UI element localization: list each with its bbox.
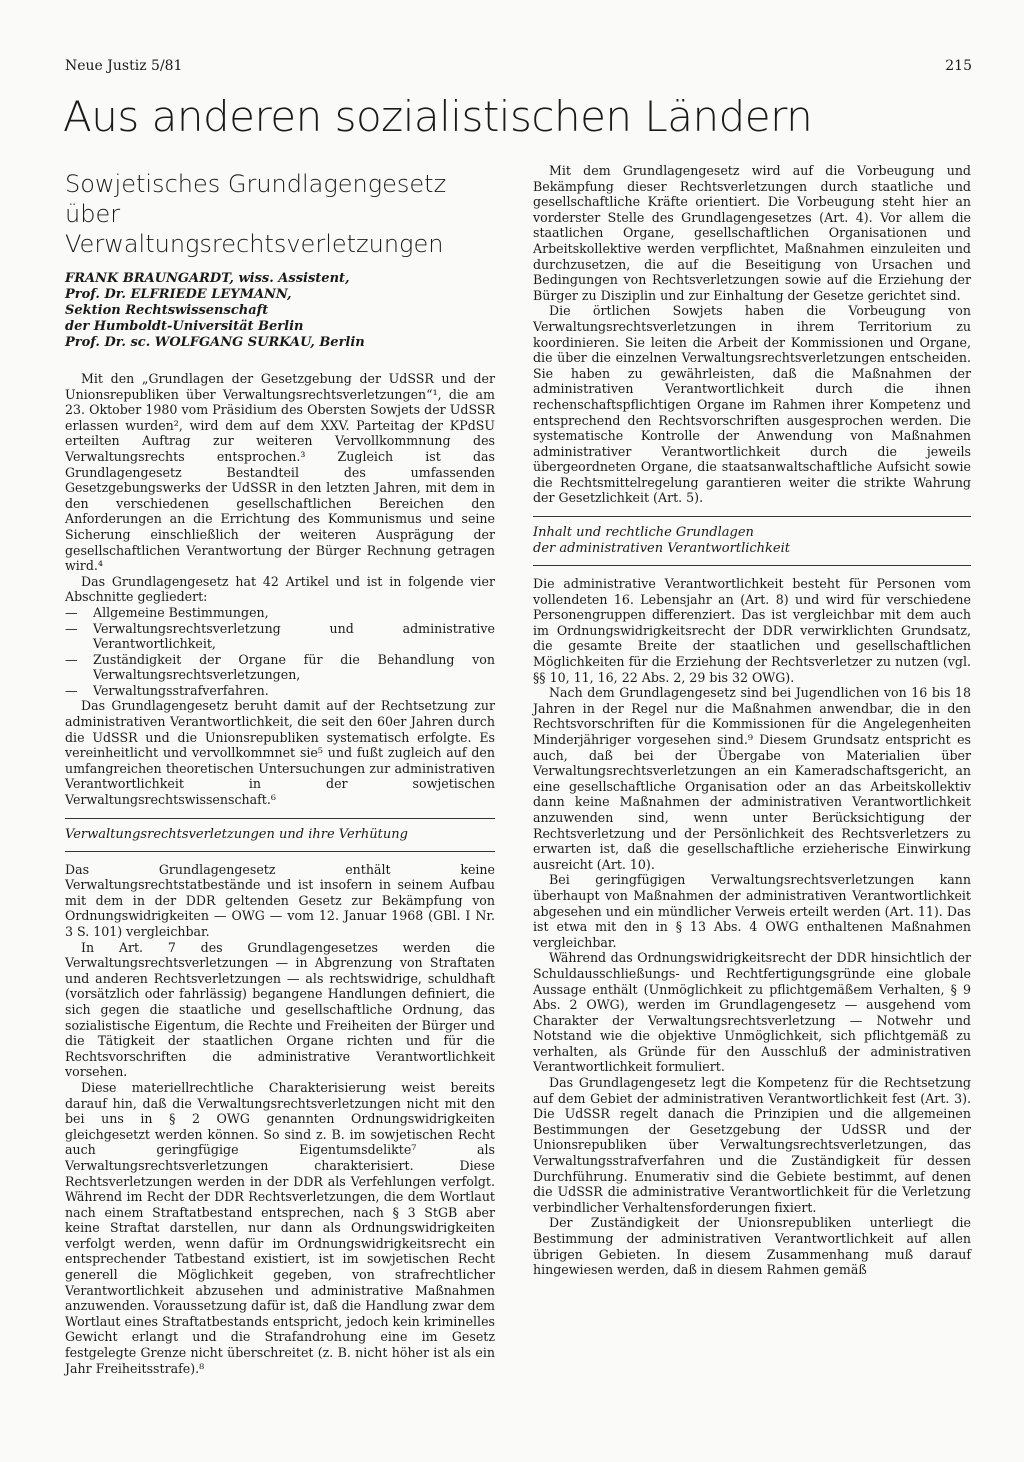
author-line: Sektion Rechtswissenschaft bbox=[65, 303, 269, 318]
left-column bbox=[65, 163, 495, 1376]
author-line: FRANK BRAUNGARDT, wiss. Assistent, bbox=[65, 271, 350, 286]
subheading-box bbox=[533, 516, 971, 566]
section-list bbox=[65, 605, 495, 699]
paragraph: Bei geringfügigen Verwaltungsrechtsverletzungen kann überhaupt von Maßnahmen der administrativen Verantwortlichkeit abgesehen und ein mündlicher Verweis erteilt werden (Art. 11). Das ist etwa mit den in § 13 Abs. 4 OWG enthaltenen Maßnahmen vergleichbar. bbox=[533, 872, 971, 950]
paragraph: Mit den „Grundlagen der Gesetzgebung der UdSSR und der Unionsrepubliken über Verwaltungsrechtsverletzungen“¹, die am 23. Oktober 1980 vom Präsidium des Obersten Sowjets der UdSSR erlassen wurden², wird dem auf dem XXV. Parteitag der KPdSU erteilten Auftrag zur weiteren Vervollkommnung des Verwaltungsrechts entsprochen.³ Zugleich ist das Grundlagengesetz Bestandteil des umfassenden Gesetzgebungswerks der UdSSR in den letzten Jahren, mit dem in den verschiedenen gesellschaftlichen Bereichen den Anforderungen an die Errichtung des Kommunismus und seine Sicherung einschließlich der weiteren Ausprägung der gesellschaftlichen Verantwortung der Bürger Rechnung getragen wird.⁴ bbox=[65, 371, 495, 574]
paragraph: Das Grundlagengesetz legt die Kompetenz für die Rechtsetzung auf dem Gebiet der administrativen Verantwortlichkeit fest (Art. 3). Die UdSSR regelt danach die Prinzipien und die allgemeinen Bestimmungen der Gesetzgebung der UdSSR und der Unionsrepubliken über Verwaltungsrechtsverletzungen, das Verwaltungsstrafverfahren und die Zuständigkeit für dessen Durchführung. Enumerativ sind die Gebiete bestimmt, auf denen die UdSSR die administrative Verantwortlichkeit für die Verletzung verbindlicher Verhaltensforderungen fixiert. bbox=[533, 1075, 971, 1215]
section-title: Aus anderen sozialistischen Ländern bbox=[63, 92, 813, 141]
paragraph: Das Grundlagengesetz enthält keine Verwaltungsrechtstatbestände und ist insofern in seinem Aufbau mit dem in der DDR geltenden Gesetz zur Bekämpfung von Ordnungswidrigkeiten — OWG — vom 12. Januar 1968 (GBl. I Nr. 3 S. 101) vergleichbar. bbox=[65, 861, 495, 939]
paragraph: In Art. 7 des Grundlagengesetzes werden die Verwaltungsrechtsverletzungen — in Abgrenzung von Straftaten und anderen Rechtsverletzungen — als rechtswidrige, schuldhaft (vorsätzlich oder fahrlässig) begangene Handlungen definiert, die sich gegen die staatliche und gesellschaftliche Ordnung, das sozialistische Eigentum, die Rechte und Freiheiten der Bürger und die Tätigkeit der staatlichen Organe richten und für die Rechtsvorschriften die administrative Verantwortlichkeit vorsehen. bbox=[65, 939, 495, 1080]
subheading-box bbox=[65, 818, 495, 852]
article-title-line-1: Sowjetisches Grundlagengesetz bbox=[65, 170, 447, 198]
journal-issue: Neue Justiz 5/81 bbox=[65, 58, 183, 74]
paragraph: Das Grundlagengesetz beruht damit auf der Rechtsetzung zur administrativen Verantwortlichkeit, die seit den 60er Jahren durch die UdSSR und die Unionsrepubliken systematisch erfolgte. Es vereinheitlicht und vervollkommnet sie⁵ und fußt zugleich auf den umfangreichen theoretischen Untersuchungen zur administrativen Verantwortlichkeit in der sowjetischen Verwaltungsrechtswissenschaft.⁶ bbox=[65, 698, 495, 808]
paragraph: Mit dem Grundlagengesetz wird auf die Vorbeugung und Bekämpfung dieser Rechtsverletzungen durch staatliche und gesellschaftliche Kräfte orientiert. Die Vorbeugung steht hier an vorderster Stelle des Grundlagengesetzes (Art. 4). Vor allem die staatlichen Organe, gesellschaftlichen Organisationen und Arbeitskollektive werden verpflichtet, Maßnahmen einzuleiten und durchzusetzen, die auf die Beseitigung von Ursachen und Bedingungen von Rechtsverletzungen sowie auf die Erziehung der Bürger zu Disziplin und zur Einhaltung der Gesetze gerichtet sind. bbox=[533, 163, 971, 303]
subheading-line-2: der administrativen Verantwortlichkeit bbox=[533, 541, 790, 557]
paragraph: Nach dem Grundlagengesetz sind bei Jugendlichen von 16 bis 18 Jahren in der Regel nur die Maßnahmen anwendbar, die in den Rechtsvorschriften für die Kommissionen für die Angelegenheiten Minderjähriger vorgesehen sind.⁹ Diesem Grundsatz entspricht es auch, daß bei der Übergabe von Materialien über Verwaltungsrechtsverletzungen an ein Kameradschaftsgericht, an eine gesellschaftliche Organisation oder an das Arbeitskollektiv dann keine Maßnahmen der administrativen Verantwortlichkeit anzuwenden sind, wenn unter Berücksichtigung der Rechtsverletzung und der Persönlichkeit des Rechtsverletzers zu erwarten ist, daß die gesellschaftliche erzieherische Einwirkung ausreicht (Art. 10). bbox=[533, 685, 971, 872]
list-item: — Allgemeine Bestimmungen, bbox=[65, 605, 495, 621]
author-block bbox=[65, 271, 495, 351]
list-item: — Zuständigkeit der Organe für die Behandlung von Verwaltungsrechtsverletzungen, bbox=[65, 652, 495, 683]
paragraph: Das Grundlagengesetz hat 42 Artikel und ist in folgende vier Abschnitte gegliedert: bbox=[65, 573, 495, 605]
paragraph: Die örtlichen Sowjets haben die Vorbeugung von Verwaltungsrechtsverletzungen in ihrem Territorium zu koordinieren. Sie leiten die Arbeit der Kommissionen und Organe, die über die einzelnen Verwaltungsrechtsverletzungen entscheiden. Sie haben zu gewährleisten, daß die Maßnahmen der administrativen Verantwortlichkeit durch die ihnen rechenschaftspflichtigen Organe im Rahmen ihrer Kompetenz und entsprechend den Rechtsvorschriften ausgesprochen werden. Die systematische Kontrolle der Anwendung von Maßnahmen administrativer Verantwortlichkeit durch die jeweils übergeordneten Organe, die staatsanwaltschaftliche Aufsicht sowie die Rechtsmittelregelung garantieren weiter die strikte Wahrung der Gesetzlichkeit (Art. 5). bbox=[533, 303, 971, 506]
author-line: Prof. Dr. ELFRIEDE LEYMANN, bbox=[65, 287, 292, 302]
paragraph: Die administrative Verantwortlichkeit besteht für Personen vom vollendeten 16. Lebensjahr an (Art. 8) und wird für verschiedene Personengruppen differenziert. Das ist vergleichbar mit dem auch im Ordnungswidrigkeitsrecht der DDR verwirklichten Grundsatz, die gesamte Breite der staatlichen und gesellschaftlichen Möglichkeiten für die Erziehung der Rechtsverletzer zu nutzen (vgl. §§ 10, 11, 16, 22 Abs. 2, 29 bis 32 OWG). bbox=[533, 576, 971, 685]
page-number: 215 bbox=[945, 58, 972, 74]
article-title-line-2: über Verwaltungsrechtsverletzungen bbox=[65, 200, 444, 258]
right-column bbox=[533, 163, 971, 1278]
paragraph: Diese materiellrechtliche Charakterisierung weist bereits darauf hin, daß die Verwaltungsrechtsverletzungen nicht mit den bei uns in § 2 OWG genannten Ordnungswidrigkeiten gleichgesetzt werden können. So sind z. B. im sowjetischen Recht auch geringfügige Eigentumsdelikte⁷ als Verwaltungsrechtsverletzungen charakterisiert. Diese Rechtsverletzungen werden in der DDR als Verfehlungen verfolgt. Während im Recht der DDR Rechtsverletzungen, die dem Wortlaut nach einem Straftatbestand entsprechen, nach § 3 StGB aber keine Straftat darstellen, nur dann als Ordnungswidrigkeiten verfolgt werden, wenn dafür im Ordnungswidrigkeitsrecht ein entsprechender Tatbestand existiert, ist im sowjetischen Recht generell die Möglichkeit gegeben, von strafrechtlicher Verantwortlichkeit abzusehen und administrative Maßnahmen anzuwenden. Voraussetzung dafür ist, daß die Handlung zwar dem Wortlaut eines Straftatbestands entspricht, jedoch kein kriminelles Gewicht erlangt und die Strafandrohung eine im Gesetz festgelegte Grenze nicht überschreitet (z. B. nicht höher ist als ein Jahr Freiheitsstrafe).⁸ bbox=[65, 1079, 495, 1376]
paragraph: Der Zuständigkeit der Unionsrepubliken unterliegt die Bestimmung der administrativen Verantwortlichkeit auf allen übrigen Gebieten. In diesem Zusammenhang muß darauf hingewiesen werden, daß in diesem Rahmen gemäß bbox=[533, 1215, 971, 1278]
running-head bbox=[65, 58, 972, 74]
subheading: Verwaltungsrechtsverletzungen und ihre Verhütung bbox=[65, 818, 495, 843]
list-item: — Verwaltungsrechtsverletzung und administrative Verantwortlichkeit, bbox=[65, 621, 495, 652]
subheading bbox=[533, 516, 971, 557]
list-item: — Verwaltungsstrafverfahren. bbox=[65, 683, 495, 699]
paragraph: Während das Ordnungswidrigkeitsrecht der DDR hinsichtlich der Schuldausschließungs- und Rechtfertigungsgründe eine globale Aussage enthält (Unmöglichkeit zu pflichtgemäßem Verhalten, § 9 Abs. 2 OWG), werden im Grundlagengesetz — ausgehend vom Charakter der Verwaltungsrechtsverletzung — Notwehr und Notstand wie die objektive Unmöglichkeit, sich pflichtgemäß zu verhalten, als Gründe für den Ausschluß der administrativen Verantwortlichkeit formuliert. bbox=[533, 950, 971, 1075]
subheading-line-1: Inhalt und rechtliche Grundlagen bbox=[533, 525, 754, 541]
author-line: Prof. Dr. sc. WOLFGANG SURKAU, Berlin bbox=[65, 335, 365, 350]
article-title bbox=[65, 169, 495, 259]
author-line: der Humboldt-Universität Berlin bbox=[65, 319, 304, 334]
